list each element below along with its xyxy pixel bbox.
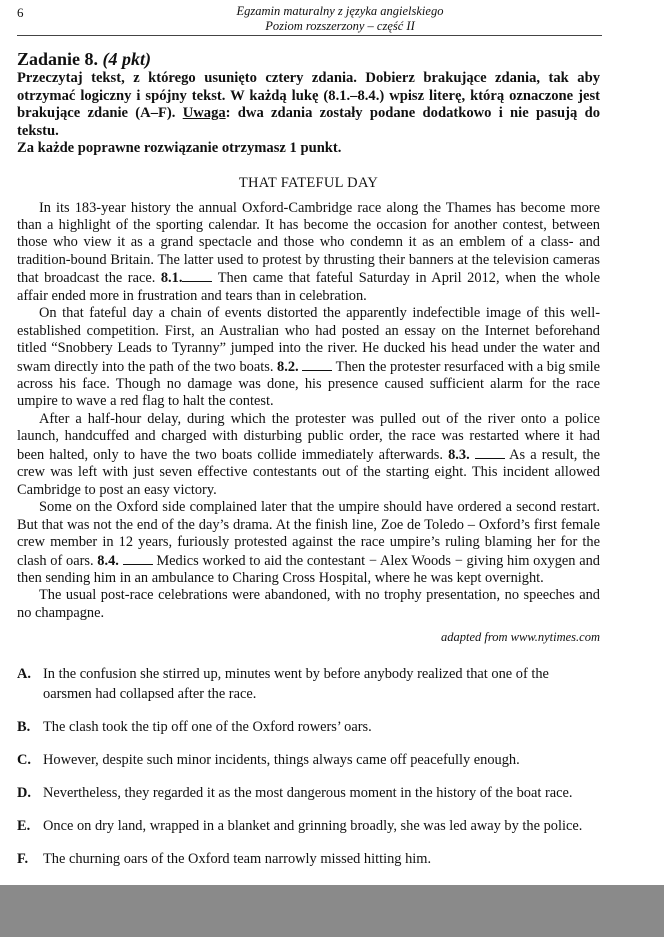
gap-8-2-blank[interactable] [302, 358, 332, 371]
paragraph-5: The usual post-race celebrations were abandoned, with no trophy presentation, no speeches and no champagne. [17, 587, 600, 621]
gap-8-2-label: 8.2. [277, 358, 299, 375]
viewer-bottom-bar [0, 885, 664, 937]
paragraph-text: Some on the Oxford side complained later that the umpire should have ordered a second restart. But that was not the end of the day’s drama. At the finish line, Zoe de Toledo – Oxford’s first female crew member in 12 years, furiously protested against the race umpire’s ruling blaming her for the clash of oars. [17, 499, 600, 569]
instruction-note-text: : dwa zdania zostały podane dodatkowo i nie pasują do tekstu. [17, 105, 600, 139]
task-title: Zadanie 8. [17, 49, 99, 69]
option-letter: F. [17, 851, 29, 868]
paragraph-2 [17, 305, 600, 411]
page-number: 6 [17, 5, 24, 20]
instruction-text: Przeczytaj tekst, z którego usunięto cztery zdania. Dobierz brakujące zdania, tak aby otrzymać logiczny i spójny tekst. W każdą lukę (8.1.–8.4.) wpisz literę, którą oznaczone jest brakujące zdanie (A–F). [17, 70, 600, 121]
running-header [120, 4, 560, 34]
option-f [17, 849, 600, 869]
option-text: The clash took the tip off one of the Oxford rowers’ oars. [43, 719, 372, 736]
option-letter: D. [17, 785, 31, 802]
article-body [17, 200, 600, 623]
paragraph-text: Medics worked to aid the contestant − Alex Woods − giving him oxygen and then sending him in an ambulance to Charing Cross Hospital, where he was kept overnight. [17, 552, 600, 587]
option-text: The churning oars of the Oxford team narrowly missed hitting him. [43, 851, 432, 868]
paragraph-text: In its 183-year history the annual Oxford-Cambridge race along the Thames has become more than a highlight of the sporting calendar. It has become the occasion for another contest, between those who view it as a grand spectacle and those who condemn it as an emblem of a class- and tradition-bound Britain. The latter used to protest by thrusting their banners at the television cameras that broadcast the race. [17, 199, 600, 287]
option-letter: B. [17, 719, 31, 736]
gap-8-1-label: 8.1. [160, 270, 183, 287]
paragraph-text: As a result, the crew was left with just seven effective contestants out of the starting eight. This incident allowed Cambridge to post an easy victory. [17, 446, 600, 498]
option-a [17, 664, 600, 704]
option-c [17, 750, 600, 770]
paragraph-3 [17, 411, 600, 499]
paragraph-text: On that fateful day a chain of events distorted the apparently indefectible image of this well-established competition. First, an Australian who had posted an essay on the Internet beforehand titled “Snobbery Leads to Tyranny” jumped into the river. He ducked his head under the water and swam directly into the path of the two boats. [17, 305, 600, 375]
gap-8-3-label: 8.3. [448, 446, 470, 463]
header-line-1: Egzamin maturalny z języka angielskiego [236, 4, 444, 18]
gap-8-4-blank[interactable] [123, 552, 153, 565]
instruction-note-label: Uwaga [182, 105, 226, 121]
option-letter: E. [17, 818, 31, 835]
answer-options [17, 664, 600, 869]
option-letter: C. [17, 752, 31, 769]
option-text: In the confusion she stirred up, minutes went by before anybody realized that one of the oarsmen had collapsed after the race. [43, 666, 549, 703]
header-divider [17, 35, 602, 36]
paragraph-1 [17, 200, 600, 306]
option-e [17, 816, 600, 836]
paragraph-text: Then came that fateful Saturday in April 2012, when the whole affair ended more in frustration and tears than in celebration. [17, 270, 600, 304]
task-instruction [17, 70, 600, 140]
gap-8-3-blank[interactable] [475, 446, 505, 459]
scoring-note: Za każde poprawne rozwiązanie otrzymasz 1 punkt. [17, 140, 342, 156]
paragraph-text: Then the protester resurfaced with a big smile across his face. Though no damage was done, his presence caused sufficient alarm for the race umpire to wave a red flag to halt the contest. [17, 358, 600, 410]
article-source: adapted from www.nytimes.com [440, 630, 600, 645]
task-points: (4 pkt) [102, 49, 152, 69]
paragraph-4 [17, 499, 600, 587]
gap-8-4-label: 8.4. [97, 552, 119, 569]
gap-8-1-blank[interactable] [182, 269, 212, 282]
paragraph-text: After a half-hour delay, during which the protester was pulled out of the river onto a police launch, handcuffed and charged with disturbing public order, the race was restarted where it had been halted, only to have the two boats collide immediately afterwards. [17, 410, 600, 463]
option-text: However, despite such minor incidents, things always came off peacefully enough. [43, 752, 520, 769]
option-d [17, 783, 600, 803]
article-title: THAT FATEFUL DAY [238, 174, 379, 191]
option-letter: A. [17, 666, 31, 683]
option-text: Nevertheless, they regarded it as the most dangerous moment in the history of the boat race. [43, 785, 573, 802]
option-b [17, 717, 600, 737]
task-heading [17, 49, 600, 69]
header-line-2: Poziom rozszerzony – część II [265, 19, 415, 33]
option-text: Once on dry land, wrapped in a blanket and grinning broadly, she was led away by the police. [43, 818, 583, 835]
task-content [17, 49, 600, 882]
